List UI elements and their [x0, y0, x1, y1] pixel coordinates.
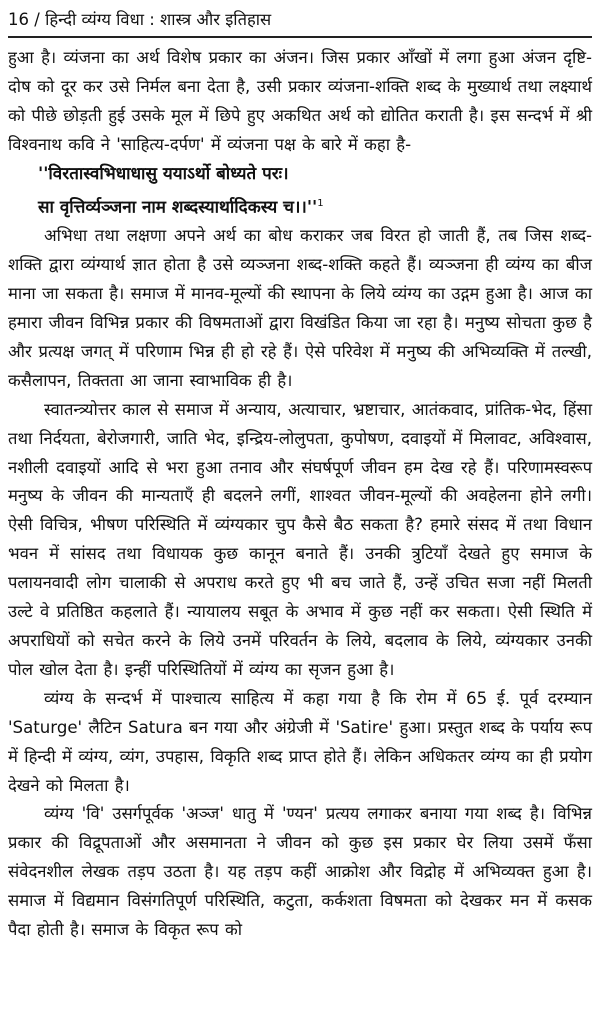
sanskrit-verse [8, 160, 592, 223]
book-title: हिन्दी व्यंग्य विधा : शास्त्र और इतिहास [45, 10, 272, 29]
paragraph-western-context: व्यंग्य के सन्दर्भ में पाश्चात्य साहित्य में कहा गया है कि रोम में 65 ई. पूर्व दरम्यान 'Saturge' लैटिन Satura बन गया और अंग्रेजी में 'Satire' हुआ। प्रस्तुत शब्द के पर्याय रूप में हिन्दी में व्यंग्य, व्यंग, उपहास, विकृति शब्द प्राप्त होते हैं। लेकिन अधिकतर व्यंग्य का ही प्रयोग देखने को मिलता है। [8, 688, 592, 795]
paragraph-intro: हुआ है। व्यंजना का अर्थ विशेष प्रकार का अंजन। जिस प्रकार आँखों में लगा हुआ अंजन दृष्टि-दोष को दूर कर उसे निर्मल बना देता है, उसी प्रकार व्यंजना-शक्ति शब्द के मुख्यार्थ तथा लक्ष्यार्थ को पीछे छोड़ती हुई उसके मूल में छिपे हुए अकथित अर्थ को द्योतित कराती है। इस सन्दर्भ में श्री विश्वनाथ कवि ने 'साहित्य-दर्पण' में व्यंजना पक्ष के बारे में कहा है- [8, 48, 592, 154]
verse-line-2: सा वृत्तिर्व्यञ्जना नाम शब्दस्यार्थादिकस्य च।।'' [38, 197, 318, 218]
page-number: 16 [8, 10, 29, 29]
verse-line-1: ''विरतास्वभिधाधासु ययाऽर्थो बोध्यते परः। [38, 163, 289, 184]
footnote-marker: 1 [317, 197, 324, 209]
paragraph-etymology: व्यंग्य 'वि' उसर्गपूर्वक 'अञ्ज' धातु में 'ण्यन' प्रत्यय लगाकर बनाया गया शब्द है। विभिन्न प्रकार की विद्रूपताओं और असमानता ने जीवन को कुछ इस प्रकार घेर लिया उसमें फँसा संवेदनशील लेखक तड़प उठता है। यह तड़प कहीं आक्रोश और विद्रोह में अभिव्यक्त हुआ है। समाज में विद्यमान विसंगतिपूर्ण परिस्थिति, कटुता, कर्कशता विषमता को देखकर मन में कसक पैदा होती है। समाज के विकृत रूप को [8, 804, 593, 940]
running-header [8, 6, 592, 38]
header-separator: / [34, 10, 40, 29]
paragraph-abhidha: अभिधा तथा लक्षणा अपने अर्थ का बोध कराकर जब विरत हो जाती हैं, तब जिस शब्द-शक्ति द्वारा व्यंग्यार्थ ज्ञात होता है उसे व्यञ्जना शब्द-शक्ति कहते हैं। व्यञ्जना ही व्यंग्य का बीज माना जा सकता है। समाज में मानव-मूल्यों की स्थापना के लिये व्यंग्य का उद्गम हुआ है। आज का हमारा जीवन विभिन्न प्रकार की विषमताओं द्वारा विखंडित किया जा रहा है। मनुष्य सोचता कुछ है और प्रत्यक्ष जगत् में परिणाम भिन्न ही हो रहे हैं। ऐसे परिवेश में मनुष्य की अभिव्यक्ति में तल्खी, कसैलापन, तिक्तता आ जाना स्वाभाविक ही है। [8, 226, 592, 390]
paragraph-post-independence: स्वातन्त्र्योत्तर काल से समाज में अन्याय, अत्याचार, भ्रष्टाचार, आतंकवाद, प्रांतिक-भेद, हिंसा तथा निर्दयता, बेरोजगारी, जाति भेद, इन्द्रिय-लोलुपता, कुपोषण, दवाइयों में मिलावट, अविश्वास, नशीली दवाइयों आदि से भरा हुआ तनाव और संघर्षपूर्ण जीवन हम देख रहे हैं। परिणामस्वरूप मनुष्य के जीवन की मान्यताएँ ही बदलने लगीं, शाश्वत जीवन-मूल्यों की अवहेलना होने लगी। ऐसी विचित्र, भीषण परिस्थिति में व्यंग्यकार चुप कैसे बैठ सकता है? हमारे संसद में तथा विधान भवन में सांसद तथा विधायक कुछ कानून बनाते हैं। उनकी त्रुटियाँ देखते हुए समाज के पलायनवादी लोग चालाकी से अपराध करते हुए भी बच जाते हैं, उन्हें उचित सजा नहीं मिलती उल्टे वे प्रतिष्ठित कहलाते हैं। न्यायालय सबूत के अभाव में कुछ नहीं कर सकता। ऐसी स्थिति में अपराधियों को सचेत करने के लिये उनमें परिवर्तन के लिये, बदलाव के लिये, व्यंग्यकार उनकी पोल खोल देता है। इन्हीं परिस्थितियों में व्यंग्य का सृजन हुआ है। [8, 399, 592, 679]
